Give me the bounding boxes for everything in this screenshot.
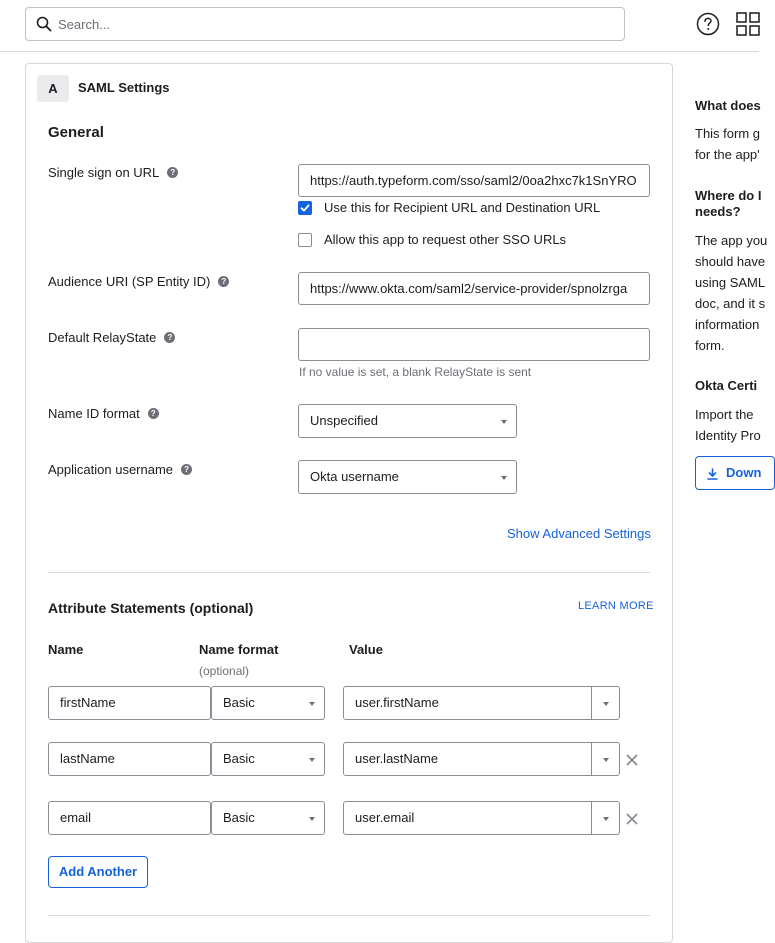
caret-down-icon xyxy=(603,817,609,821)
use-recipient-label[interactable]: Use this for Recipient URL and Destination URL xyxy=(324,200,601,215)
caret-down-icon xyxy=(603,702,609,706)
audience-uri-label-text: Audience URI (SP Entity ID) xyxy=(48,274,211,289)
caret-down-icon xyxy=(309,817,315,821)
sidebar-where-heading: needs? xyxy=(695,204,741,219)
top-bar xyxy=(0,0,759,52)
sidebar-where-line: using SAML xyxy=(695,275,766,290)
relay-state-hint: If no value is set, a blank RelayState is sent xyxy=(299,365,532,379)
show-advanced-settings-link[interactable]: Show Advanced Settings xyxy=(507,526,651,541)
column-header-name-format: Name format xyxy=(199,642,279,657)
caret-down-icon xyxy=(603,758,609,762)
name-id-format-label xyxy=(48,406,159,421)
app-username-value: Okta username xyxy=(310,469,399,484)
attribute-format-value: Basic xyxy=(223,810,255,825)
caret-down-icon xyxy=(501,476,507,480)
sso-url-value: https://auth.typeform.com/sso/saml2/0oa2hxc7k1SnYRO xyxy=(310,173,637,188)
name-id-format-label-text: Name ID format xyxy=(48,406,140,421)
column-header-value: Value xyxy=(349,642,383,657)
sso-url-field[interactable] xyxy=(298,164,650,197)
column-header-name: Name xyxy=(48,642,84,657)
relay-state-label xyxy=(48,330,175,345)
sidebar-where-line: doc, and it s xyxy=(695,296,766,311)
audience-uri-label xyxy=(48,274,229,289)
attribute-value-input[interactable] xyxy=(343,686,592,720)
sidebar-where-line: form. xyxy=(695,338,725,353)
attribute-value-input[interactable] xyxy=(343,801,592,835)
attribute-value-text: user.lastName xyxy=(355,751,439,766)
download-icon xyxy=(707,468,718,480)
audience-uri-field[interactable] xyxy=(298,272,650,305)
section-divider xyxy=(48,915,650,916)
sidebar-what-heading: What does xyxy=(695,98,761,113)
sidebar-what-line: for the app' xyxy=(695,147,760,162)
sidebar-where-heading: Where do I xyxy=(695,188,762,203)
attribute-value-dropdown-button[interactable] xyxy=(592,801,620,835)
sidebar-what-line: This form g xyxy=(695,126,761,141)
app-username-label-text: Application username xyxy=(48,462,174,477)
attribute-statements-heading: Attribute Statements (optional) xyxy=(48,600,254,616)
attribute-format-value: Basic xyxy=(223,751,255,766)
attribute-format-select[interactable] xyxy=(211,742,325,776)
name-id-format-value: Unspecified xyxy=(310,413,378,428)
search-icon xyxy=(36,16,52,32)
help-icon[interactable]: ? xyxy=(148,408,159,419)
sidebar-where-line: should have xyxy=(695,254,766,269)
attribute-value-dropdown-button[interactable] xyxy=(592,742,620,776)
app-username-label xyxy=(48,462,192,477)
allow-other-sso-checkbox[interactable] xyxy=(298,233,312,247)
sso-url-label xyxy=(48,165,178,180)
help-icon[interactable]: ? xyxy=(218,276,229,287)
remove-x-icon[interactable] xyxy=(626,754,638,766)
sidebar-cert-heading: Okta Certi xyxy=(695,378,758,393)
sidebar-cert-line: Import the xyxy=(695,407,754,422)
remove-x-icon[interactable] xyxy=(626,813,638,825)
help-icon[interactable]: ? xyxy=(167,167,178,178)
step-badge: A xyxy=(37,75,69,102)
search-box[interactable] xyxy=(25,7,625,41)
general-heading: General xyxy=(48,124,104,141)
use-recipient-checkbox[interactable] xyxy=(298,201,312,215)
caret-down-icon xyxy=(501,420,507,424)
attribute-value-text: user.email xyxy=(355,810,415,825)
attribute-value-text: user.firstName xyxy=(355,695,439,710)
attribute-format-select[interactable] xyxy=(211,801,325,835)
attribute-name-input[interactable] xyxy=(48,801,211,835)
column-header-optional: (optional) xyxy=(199,664,250,678)
download-certificate-button[interactable] xyxy=(695,456,775,490)
app-username-select[interactable] xyxy=(298,460,517,494)
download-button-label: Down xyxy=(726,465,762,480)
checkmark-icon xyxy=(299,202,311,214)
sidebar-cert-line: Identity Pro xyxy=(695,428,761,443)
attribute-name-value: firstName xyxy=(60,695,116,710)
attribute-name-input[interactable] xyxy=(48,686,211,720)
help-icon[interactable]: ? xyxy=(181,464,192,475)
sidebar-where-line: The app you xyxy=(695,233,768,248)
attribute-value-input[interactable] xyxy=(343,742,592,776)
attribute-value-dropdown-button[interactable] xyxy=(592,686,620,720)
attribute-format-select[interactable] xyxy=(211,686,325,720)
grid-icon[interactable] xyxy=(736,12,760,36)
section-divider xyxy=(48,572,650,573)
attribute-format-value: Basic xyxy=(223,695,255,710)
help-icon[interactable]: ? xyxy=(164,332,175,343)
sidebar-where-line: information xyxy=(695,317,760,332)
attribute-name-value: email xyxy=(60,810,92,825)
caret-down-icon xyxy=(309,758,315,762)
sso-url-label-text: Single sign on URL xyxy=(48,165,160,180)
name-id-format-select[interactable] xyxy=(298,404,517,438)
relay-state-field[interactable] xyxy=(298,328,650,361)
add-another-button[interactable]: Add Another xyxy=(48,856,148,888)
search-input[interactable] xyxy=(58,8,608,40)
attribute-name-value: lastName xyxy=(60,751,115,766)
caret-down-icon xyxy=(309,702,315,706)
allow-other-sso-label[interactable]: Allow this app to request other SSO URLs xyxy=(324,232,567,247)
relay-state-label-text: Default RelayState xyxy=(48,330,157,345)
panel-title: SAML Settings xyxy=(78,80,170,95)
question-circle-icon[interactable] xyxy=(696,12,720,36)
learn-more-link[interactable]: LEARN MORE xyxy=(578,600,654,612)
audience-uri-value: https://www.okta.com/saml2/service-provider/spnolzrga xyxy=(310,281,628,296)
attribute-name-input[interactable] xyxy=(48,742,211,776)
